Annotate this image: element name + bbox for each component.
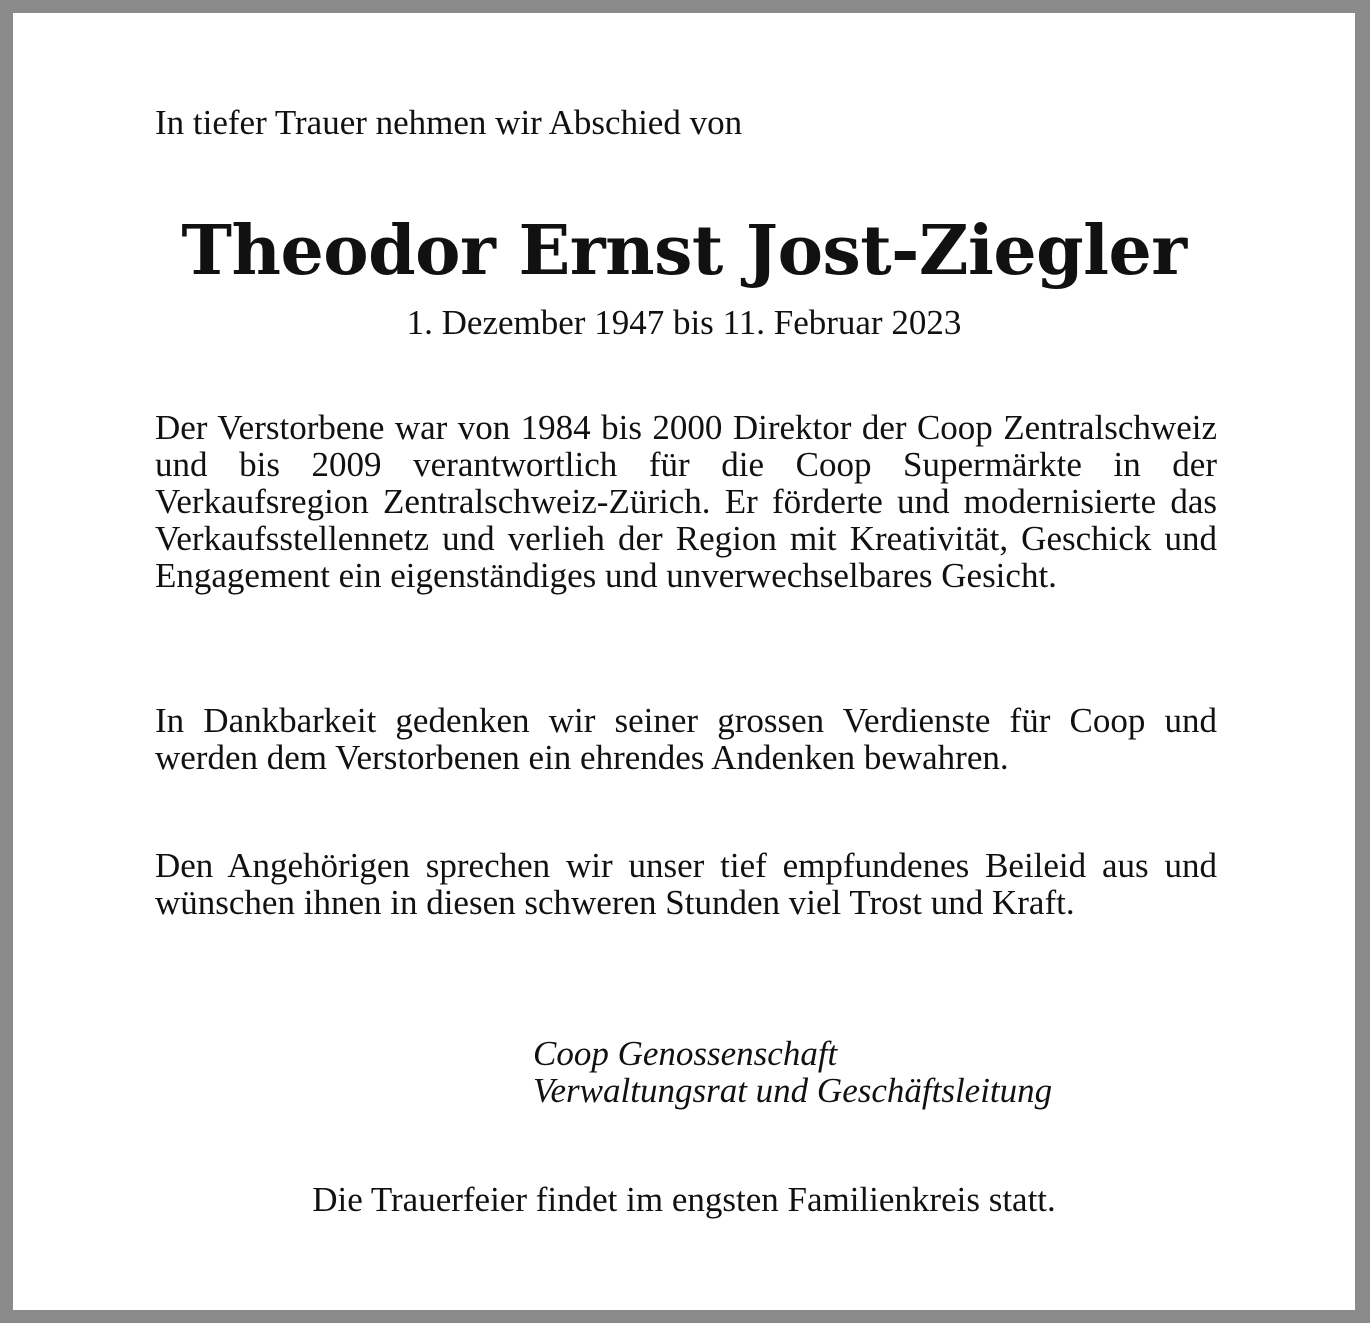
funeral-note: Die Trauerfeier findet im engsten Familienkreis statt. [312, 1180, 1056, 1219]
deceased-name: Theodor Ernst Jost-Ziegler [181, 211, 1187, 291]
signature-organization: Coop Genossenschaft [533, 1034, 838, 1073]
obituary-page [13, 13, 1355, 1310]
paragraph-condolences: Den Angehörigen sprechen wir unser tief empfundenes Beileid aus und wünschen ihnen in diesen schweren Stunden viel Trost und Kraft. [155, 846, 1217, 922]
signature-board: Verwaltungsrat und Geschäftsleitung [533, 1071, 1053, 1110]
paragraph-gratitude: In Dankbarkeit gedenken wir seiner grossen Verdienste für Coop und werden dem Verstorbenen ein ehrendes Andenken bewahren. [155, 701, 1217, 777]
life-dates: 1. Dezember 1947 bis 11. Februar 2023 [406, 303, 962, 342]
paragraph-career: Der Verstorbene war von 1984 bis 2000 Direktor der Coop Zentralschweiz und bis 2009 verantwortlich für die Coop Supermärkte in der Verkaufsregion Zentralschweiz-Zürich. Er förderte und modernisierte das Verkaufsstellennetz und verlieh der Region mit Kreativität, Geschick und Engagement ein eigenständiges und unverwechselbares Gesicht. [155, 408, 1217, 595]
signature-block [533, 1035, 1052, 1109]
intro-text: In tiefer Trauer nehmen wir Abschied von [155, 103, 743, 142]
